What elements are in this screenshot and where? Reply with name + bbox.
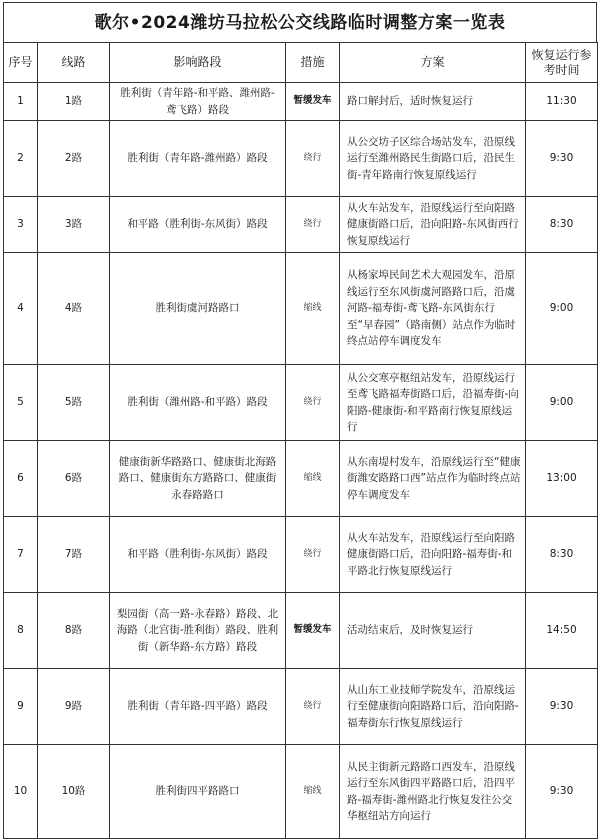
header-affected: 影响路段 xyxy=(110,43,286,83)
cell-resume-time: 9:30 xyxy=(526,121,598,197)
cell-index: 6 xyxy=(4,441,38,517)
cell-route: 3路 xyxy=(38,197,110,253)
cell-affected: 胜利街（青年路-和平路、潍州路-鸢飞路）路段 xyxy=(110,83,286,121)
table-row xyxy=(4,197,598,253)
table-row xyxy=(4,365,598,441)
cell-route: 2路 xyxy=(38,121,110,197)
cell-index: 5 xyxy=(4,365,38,441)
page-title: 歌尔•2024潍坊马拉松公交线路临时调整方案一览表 xyxy=(3,2,597,42)
cell-resume-time: 14:50 xyxy=(526,593,598,669)
header-index: 序号 xyxy=(4,43,38,83)
table-row xyxy=(4,669,598,745)
cell-plan: 从山东工业技师学院发车，沿原线运行至健康街向阳路路口后，沿向阳路-福寿街东行恢复原线运行 xyxy=(340,669,526,745)
cell-route: 10路 xyxy=(38,745,110,839)
cell-plan: 从民主街新元路路口西发车，沿原线运行至东风街四平路路口后，沿四平路-福寿街-潍州路北行恢复发往公交华枢纽站方向运行 xyxy=(340,745,526,839)
cell-plan: 从火车站发车，沿原线运行至向阳路健康街路口后，沿向阳路-东风街西行恢复原线运行 xyxy=(340,197,526,253)
cell-affected: 和平路（胜利街-东风街）路段 xyxy=(110,197,286,253)
cell-resume-time: 8:30 xyxy=(526,517,598,593)
cell-index: 2 xyxy=(4,121,38,197)
cell-measure: 缩线 xyxy=(286,441,340,517)
cell-resume-time: 11:30 xyxy=(526,83,598,121)
cell-affected: 胜利街四平路路口 xyxy=(110,745,286,839)
table-row xyxy=(4,745,598,839)
cell-plan: 从火车站发车，沿原线运行至向阳路健康街路口后，沿向阳路-福寿街-和平路北行恢复原线运行 xyxy=(340,517,526,593)
table-row xyxy=(4,441,598,517)
cell-measure: 暂缓发车 xyxy=(286,593,340,669)
cell-measure: 绕行 xyxy=(286,197,340,253)
cell-measure: 绕行 xyxy=(286,121,340,197)
cell-resume-time: 9:00 xyxy=(526,253,598,365)
cell-affected: 梨园街（高一路-永春路）路段、北海路（北宫街-胜利街）路段、胜利街（新华路-东方路）路段 xyxy=(110,593,286,669)
cell-plan: 从杨家埠民间艺术大观园发车，沿原线运行至东风街虞河路路口后，沿虞河路-福寿街-鸢飞路-东风街东行至“早春园”（路南侧）站点作为临时终点站停车调度发车 xyxy=(340,253,526,365)
header-plan: 方案 xyxy=(340,43,526,83)
cell-plan: 从公交寒亭枢纽站发车，沿原线运行至鸢飞路福寿街路口后，沿福寿街-向阳路-健康街-和平路南行恢复原线运行 xyxy=(340,365,526,441)
header-measure: 措施 xyxy=(286,43,340,83)
cell-route: 8路 xyxy=(38,593,110,669)
cell-index: 10 xyxy=(4,745,38,839)
cell-measure: 绕行 xyxy=(286,669,340,745)
cell-route: 5路 xyxy=(38,365,110,441)
table-row xyxy=(4,83,598,121)
cell-affected: 胜利街（潍州路-和平路）路段 xyxy=(110,365,286,441)
cell-plan: 路口解封后，适时恢复运行 xyxy=(340,83,526,121)
header-route: 线路 xyxy=(38,43,110,83)
cell-index: 8 xyxy=(4,593,38,669)
cell-route: 4路 xyxy=(38,253,110,365)
cell-resume-time: 9:00 xyxy=(526,365,598,441)
cell-resume-time: 13:00 xyxy=(526,441,598,517)
cell-measure: 绕行 xyxy=(286,517,340,593)
cell-route: 6路 xyxy=(38,441,110,517)
cell-measure: 暂缓发车 xyxy=(286,83,340,121)
header-resume-time: 恢复运行参考时间 xyxy=(526,43,598,83)
cell-measure: 缩线 xyxy=(286,253,340,365)
cell-affected: 胜利街（青年路-四平路）路段 xyxy=(110,669,286,745)
cell-affected: 健康街新华路路口、健康街北海路路口、健康街东方路路口、健康街永春路路口 xyxy=(110,441,286,517)
cell-index: 1 xyxy=(4,83,38,121)
route-adjustment-table xyxy=(3,42,598,839)
table-header-row xyxy=(4,43,598,83)
cell-resume-time: 9:30 xyxy=(526,745,598,839)
cell-plan: 从东南堤村发车，沿原线运行至“健康街潍安路路口西”站点作为临时终点站停车调度发车 xyxy=(340,441,526,517)
cell-affected: 和平路（胜利街-东风街）路段 xyxy=(110,517,286,593)
table-row xyxy=(4,517,598,593)
table-row xyxy=(4,593,598,669)
cell-route: 1路 xyxy=(38,83,110,121)
cell-resume-time: 9:30 xyxy=(526,669,598,745)
cell-plan: 从公交坊子区综合场站发车，沿原线运行至潍州路民生街路口后，沿民生街-青年路南行恢复原线运行 xyxy=(340,121,526,197)
cell-plan: 活动结束后，及时恢复运行 xyxy=(340,593,526,669)
cell-affected: 胜利街（青年路-潍州路）路段 xyxy=(110,121,286,197)
cell-index: 4 xyxy=(4,253,38,365)
table-row xyxy=(4,253,598,365)
table-row xyxy=(4,121,598,197)
cell-index: 3 xyxy=(4,197,38,253)
cell-index: 9 xyxy=(4,669,38,745)
cell-affected: 胜利街虞河路路口 xyxy=(110,253,286,365)
cell-measure: 缩线 xyxy=(286,745,340,839)
cell-index: 7 xyxy=(4,517,38,593)
cell-route: 7路 xyxy=(38,517,110,593)
cell-resume-time: 8:30 xyxy=(526,197,598,253)
cell-route: 9路 xyxy=(38,669,110,745)
cell-measure: 绕行 xyxy=(286,365,340,441)
